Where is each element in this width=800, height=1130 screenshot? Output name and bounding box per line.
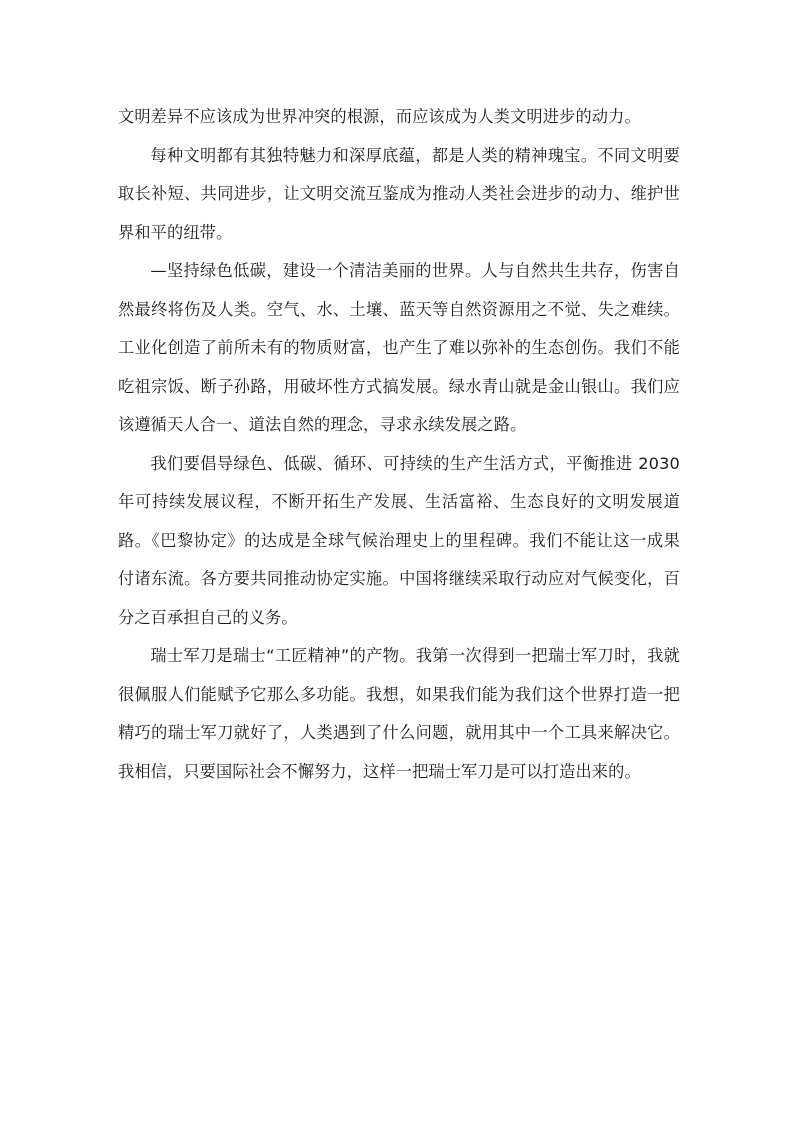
paragraph: 瑞士军刀是瑞士“工匠精神”的产物。我第一次得到一把瑞士军刀时，我就很佩服人们能赋予它那么多功能。我想，如果我们能为我们这个世界打造一把精巧的瑞士军刀就好了，人类遇到了什么问题，就用其中一个工具来解决它。我相信，只要国际社会不懈努力，这样一把瑞士军刀是可以打造出来的。 [118, 646, 680, 781]
paragraph: —坚持绿色低碳，建设一个清洁美丽的世界。人与自然共生共存，伤害自然最终将伤及人类。空气、水、土壤、蓝天等自然资源用之不觉、失之难续。工业化创造了前所未有的物质财富，也产生了难以弥补的生态创伤。我们不能吃祖宗饭、断子孙路，用破坏性方式搞发展。绿水青山就是金山银山。我们应该遵循天人合一、道法自然的理念，寻求永续发展之路。 [118, 261, 680, 434]
document-body [118, 98, 680, 791]
paragraph: 我们要倡导绿色、低碳、循环、可持续的生产生活方式，平衡推进 2030 年可持续发展议程，不断开拓生产发展、生活富裕、生态良好的文明发展道路。《巴黎协定》的达成是全球气候治理史上的里程碑。我们不能让这一成果付诸东流。各方要共同推动协定实施。中国将继续采取行动应对气候变化，百分之百承担自己的义务。 [118, 453, 680, 627]
paragraph: 每种文明都有其独特魅力和深厚底蕴，都是人类的精神瑰宝。不同文明要取长补短、共同进步，让文明交流互鉴成为推动人类社会进步的动力、维护世界和平的纽带。 [118, 145, 680, 242]
paragraph: 文明差异不应该成为世界冲突的根源，而应该成为人类文明进步的动力。 [118, 107, 641, 126]
